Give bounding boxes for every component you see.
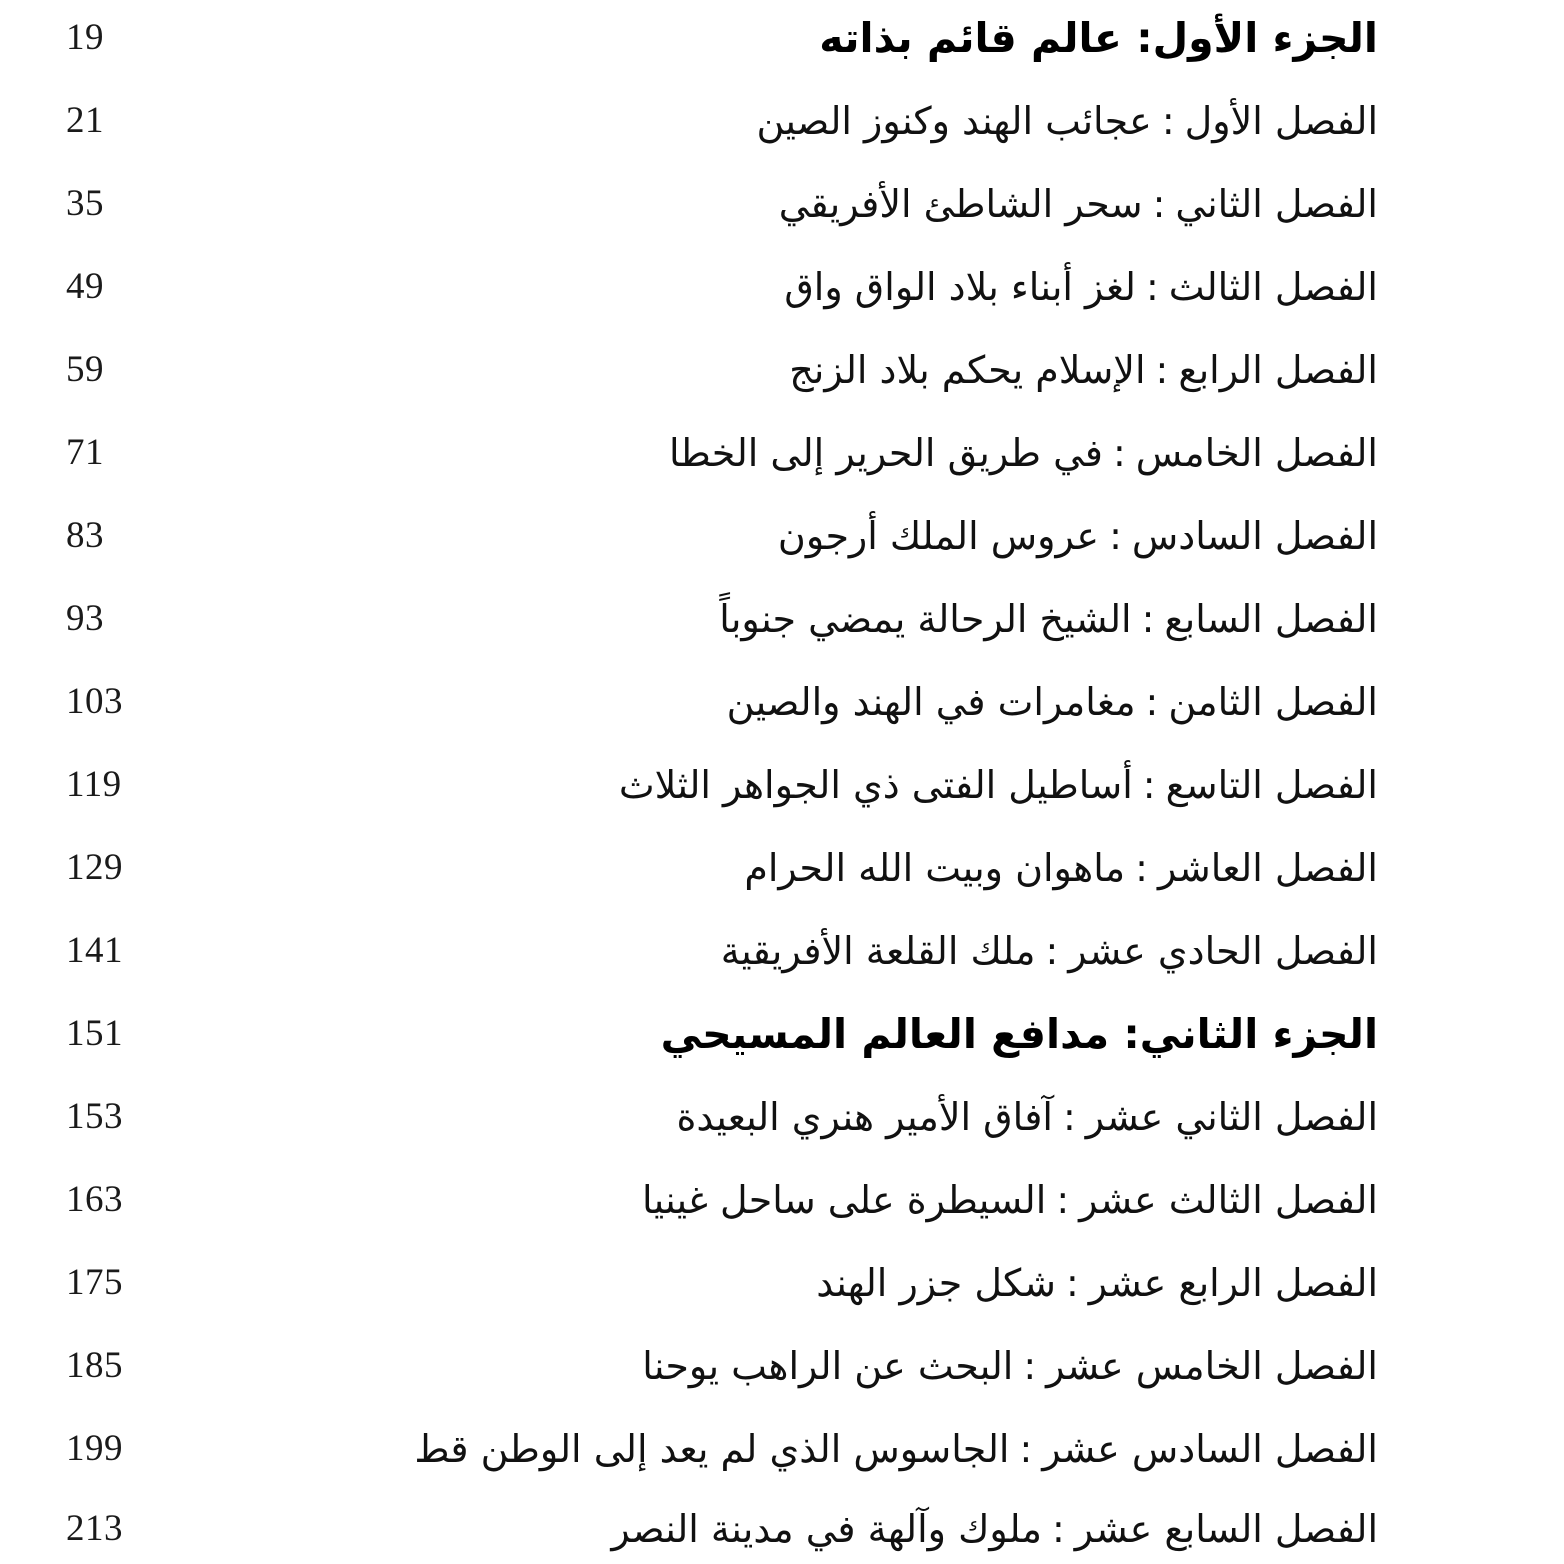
chapter-name: الشيخ الرحالة يمضي جنوباً: [719, 597, 1132, 641]
chapter-label: الفصل السابع: [1164, 597, 1378, 641]
page-number: 35: [66, 183, 104, 224]
part-title: الجزء الأول: عالم قائم بذاته: [819, 14, 1378, 62]
page-number: 21: [66, 100, 104, 141]
chapter-label: الفصل الثامن: [1168, 680, 1378, 724]
chapter-label: الفصل الحادي عشر: [1068, 929, 1378, 973]
chapter-title: [816, 1248, 1378, 1318]
page-number: 103: [66, 681, 123, 722]
chapter-title: [719, 584, 1378, 654]
separator: :: [1155, 348, 1169, 392]
separator: :: [1152, 182, 1166, 226]
separator: :: [1161, 99, 1175, 143]
separator: :: [1135, 846, 1148, 890]
chapter-name: عجائب الهند وكنوز الصين: [756, 99, 1152, 143]
toc-chapter-entry: [0, 584, 1564, 654]
chapter-title: [789, 335, 1378, 405]
chapter-title: [619, 750, 1378, 820]
chapter-title: [642, 1331, 1378, 1401]
separator: :: [1019, 1427, 1033, 1471]
chapter-title: [611, 1494, 1378, 1564]
chapter-title: [744, 833, 1378, 903]
toc-part-heading: [0, 3, 1564, 73]
separator: :: [1145, 265, 1159, 309]
chapter-name: الجاسوس الذي لم يعد إلى الوطن قط: [414, 1427, 1010, 1471]
chapter-name: ملك القلعة الأفريقية: [720, 929, 1036, 973]
toc-chapter-entry: [0, 501, 1564, 571]
page-number: 19: [66, 17, 104, 58]
page-number: 151: [66, 1013, 123, 1054]
page-number: 153: [66, 1096, 123, 1137]
page-number: 59: [66, 349, 104, 390]
chapter-label: الفصل الثاني: [1175, 182, 1378, 226]
toc-chapter-entry: [0, 86, 1564, 156]
part-title: الجزء الثاني: مدافع العالم المسيحي: [660, 1010, 1378, 1058]
chapter-name: أساطيل الفتى ذي الجواهر الثلاث: [618, 763, 1133, 807]
chapter-label: الفصل السابع عشر: [1074, 1507, 1378, 1551]
chapter-name: الإسلام يحكم بلاد الزنج: [789, 348, 1146, 392]
page-number: 141: [66, 930, 123, 971]
chapter-name: آفاق الأمير هنري البعيدة: [676, 1095, 1053, 1139]
chapter-label: الفصل الأول: [1184, 99, 1378, 143]
toc-chapter-entry: [0, 1331, 1564, 1401]
chapter-label: الفصل الرابع عشر: [1088, 1261, 1378, 1305]
chapter-label: الفصل الثالث عشر: [1079, 1178, 1378, 1222]
chapter-label: الفصل العاشر: [1157, 846, 1378, 890]
page-number: 93: [66, 598, 104, 639]
chapter-name: السيطرة على ساحل غينيا: [642, 1178, 1047, 1222]
chapter-title: [414, 1414, 1378, 1484]
chapter-name: في طريق الحرير إلى الخطا: [668, 431, 1103, 475]
chapter-title: [778, 501, 1378, 571]
chapter-name: عروس الملك أرجون: [777, 514, 1100, 558]
chapter-label: الفصل الخامس: [1135, 431, 1378, 475]
chapter-label: الفصل الخامس عشر: [1046, 1344, 1378, 1388]
chapter-name: لغز أبناء بلاد الواق واق: [784, 265, 1136, 309]
separator: :: [1056, 1178, 1070, 1222]
chapter-label: الفصل التاسع: [1165, 763, 1378, 807]
page-number: 49: [66, 266, 104, 307]
separator: :: [1023, 1344, 1037, 1388]
chapter-name: شكل جزر الهند: [816, 1261, 1056, 1305]
chapter-name: ماهوان وبيت الله الحرام: [744, 846, 1126, 890]
page-number: 83: [66, 515, 104, 556]
chapter-name: سحر الشاطئ الأفريقي: [778, 182, 1143, 226]
separator: :: [1109, 514, 1122, 558]
toc-chapter-entry: [0, 1082, 1564, 1152]
toc-chapter-entry: [0, 335, 1564, 405]
chapter-label: الفصل الثالث: [1168, 265, 1378, 309]
toc-chapter-entry: [0, 418, 1564, 488]
separator: :: [1065, 1261, 1079, 1305]
separator: :: [1045, 929, 1059, 973]
toc-chapter-entry: [0, 169, 1564, 239]
toc-chapter-entry: [0, 252, 1564, 322]
chapter-title: [779, 169, 1378, 239]
chapter-title: [642, 1165, 1378, 1235]
page-number: 199: [66, 1428, 123, 1469]
page-number: 119: [66, 764, 122, 805]
page-number: 185: [66, 1345, 123, 1386]
toc-chapter-entry: [0, 1494, 1564, 1564]
separator: :: [1145, 680, 1159, 724]
chapter-title: [721, 916, 1378, 986]
separator: :: [1051, 1507, 1065, 1551]
toc-chapter-entry: [0, 1414, 1564, 1484]
toc-chapter-entry: [0, 1165, 1564, 1235]
toc-part-heading: [0, 999, 1564, 1069]
page-number: 213: [66, 1508, 123, 1549]
page-number: 71: [66, 432, 104, 473]
toc-chapter-entry: [0, 1248, 1564, 1318]
chapter-label: الفصل الرابع: [1178, 348, 1378, 392]
chapter-title: [676, 1082, 1378, 1152]
chapter-title: [669, 418, 1378, 488]
chapter-title: [727, 667, 1378, 737]
separator: :: [1112, 431, 1126, 475]
chapter-label: الفصل السادس: [1131, 514, 1378, 558]
page-number: 175: [66, 1262, 123, 1303]
chapter-name: البحث عن الراهب يوحنا: [642, 1344, 1014, 1388]
chapter-label: الفصل الثاني عشر: [1085, 1095, 1378, 1139]
chapter-title: [784, 252, 1378, 322]
separator: :: [1062, 1095, 1076, 1139]
toc-chapter-entry: [0, 667, 1564, 737]
page-number: 163: [66, 1179, 123, 1220]
page-number: 129: [66, 847, 123, 888]
toc-chapter-entry: [0, 916, 1564, 986]
separator: :: [1141, 597, 1155, 641]
chapter-name: مغامرات في الهند والصين: [726, 680, 1136, 724]
toc-chapter-entry: [0, 833, 1564, 903]
chapter-name: ملوك وآلهة في مدينة النصر: [611, 1507, 1042, 1551]
chapter-label: الفصل السادس عشر: [1042, 1427, 1378, 1471]
toc-chapter-entry: [0, 750, 1564, 820]
separator: :: [1142, 763, 1156, 807]
chapter-title: [756, 86, 1378, 156]
